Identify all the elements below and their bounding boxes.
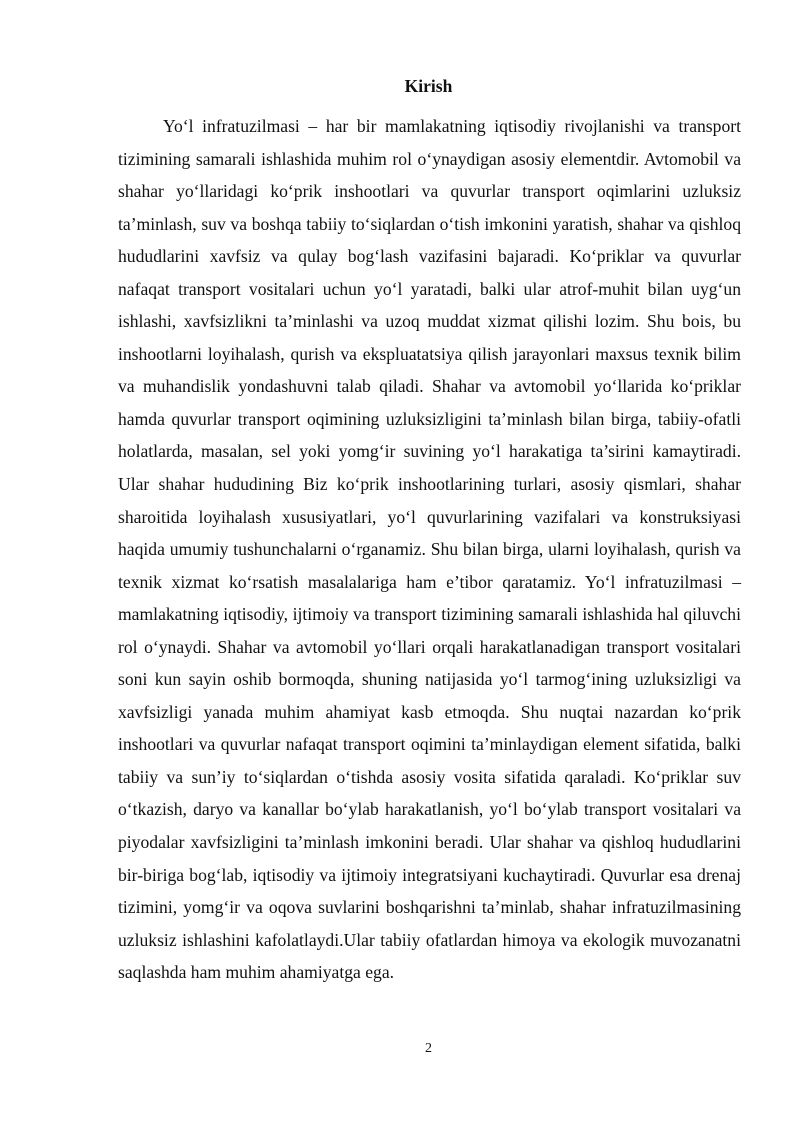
body-paragraph: Yo‘l infratuzilmasi – har bir mamlakatning iqtisodiy rivojlanishi va transport tizimining samarali ishlashida muhim rol o‘ynaydigan asosiy elementdir. Avtomobil va shahar yo‘llaridagi ko‘prik inshootlari va quvurlar transport oqimlarini uzluksiz ta’minlash, suv va boshqa tabiiy to‘siqlardan o‘tish imkonini yaratish, shahar va qishloq hududlarini xavfsiz va qulay bog‘lash vazifasini bajaradi. Ko‘priklar va quvurlar nafaqat transport vositalari uchun yo‘l yaratadi, balki ular atrof-muhit bilan uyg‘un ishlashi, xavfsizlikni ta’minlashi va uzoq muddat xizmat qilishi lozim. Shu bois, bu inshootlarni loyihalash, qurish va ekspluatatsiya qilish jarayonlari maxsus texnik bilim va muhandislik yondashuvni talab qiladi. Shahar va avtomobil yo‘llarida ko‘priklar hamda quvurlar transport oqimining uzluksizligini ta’minlash bilan birga, tabiiy-ofatli holatlarda, masalan, sel yoki yomg‘ir suvining yo‘l harakatiga ta’sirini kamaytiradi. Ular shahar hududining Biz ko‘prik inshootlarining turlari, asosiy qismlari, shahar sharoitida loyihalash xususiyatlari, yo‘l quvurlarining vazifalari va konstruksiyasi haqida umumiy tushunchalarni o‘rganamiz. Shu bilan birga, ularni loyihalash, qurish va texnik xizmat ko‘rsatish masalalariga ham e’tibor qaratamiz. Yo‘l infratuzilmasi – mamlakatning iqtisodiy, ijtimoiy va transport tizimining samarali ishlashida hal qiluvchi rol o‘ynaydi. Shahar va avtomobil yo‘llari orqali harakatlanadigan transport vositalari soni kun sayin oshib bormoqda, shuning natijasida yo‘l tarmog‘ining uzluksizligi va xavfsizligi yanada muhim ahamiyat kasb etmoqda. Shu nuqtai nazardan ko‘prik inshootlari va quvurlar nafaqat transport oqimini ta’minlaydigan element sifatida, balki tabiiy va sun’iy to‘siqlardan o‘tishda asosiy vosita sifatida qaraladi. Ko‘priklar suv o‘tkazish, daryo va kanallar bo‘ylab harakatlanish, yo‘l bo‘ylab transport vositalari va piyodalar xavfsizligini ta’minlash imkonini beradi. Ular shahar va qishloq hududlarini bir-biriga bog‘lab, iqtisodiy va ijtimoiy integratsiyani kuchaytiradi. Quvurlar esa drenaj tizimini, yomg‘ir va oqova suvlarini boshqarishni ta’minlab, shahar infratuzilmasining uzluksiz ishlashini kafolatlaydi.Ular tabiiy ofatlardan himoya va ekologik muvozanatni saqlashda ham muhim ahamiyatga ega. xyxy=(118,116,741,983)
page-number: 2 xyxy=(425,1041,432,1056)
page-title: Kirish xyxy=(404,76,453,96)
